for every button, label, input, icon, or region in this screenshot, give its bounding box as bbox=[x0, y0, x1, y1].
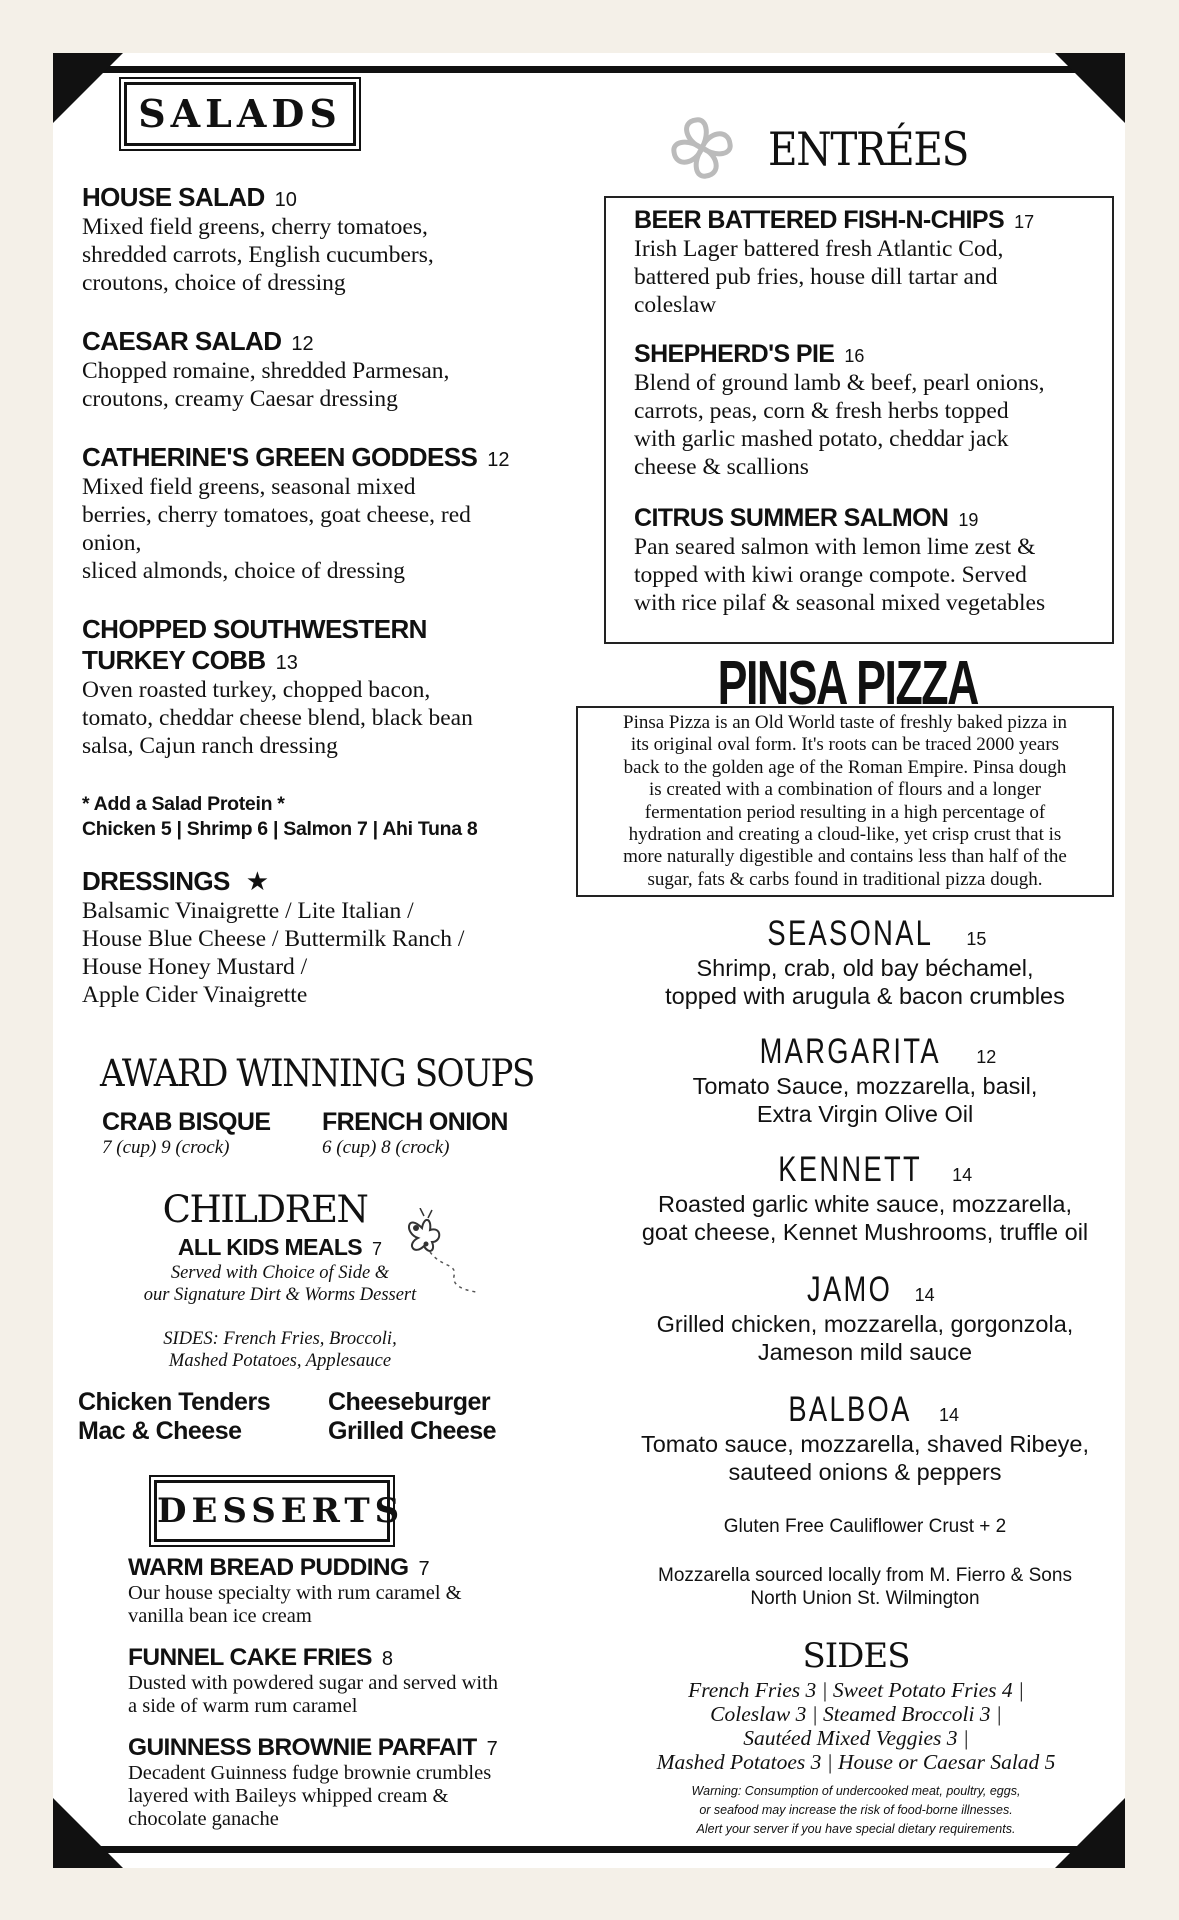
desc-line: tomato, cheddar cheese blend, black bean bbox=[82, 705, 473, 731]
star-icon: ★ bbox=[245, 867, 270, 896]
dressing-line: House Blue Cheese / Buttermilk Ranch / bbox=[82, 926, 465, 952]
desc-line: berries, cherry tomatoes, goat cheese, red bbox=[82, 502, 471, 528]
dish-price: 7 bbox=[418, 1558, 430, 1580]
salad-house bbox=[82, 182, 602, 297]
desc-line: Dusted with powdered sugar and served with bbox=[128, 1672, 499, 1694]
kids-option: Grilled Cheese bbox=[328, 1417, 497, 1445]
desc-line: goat cheese, Kennet Mushrooms, truffle oil bbox=[641, 1219, 1089, 1245]
pizza-name: SEASONAL bbox=[767, 914, 933, 953]
desc-line: croutons, choice of dressing bbox=[82, 270, 346, 296]
dish-name: WARM BREAD PUDDING bbox=[128, 1554, 409, 1581]
dish-name: CATHERINE'S GREEN GODDESS bbox=[82, 442, 478, 472]
dressings-title: DRESSINGS bbox=[82, 866, 230, 896]
dessert-brownie-parfait bbox=[128, 1734, 598, 1831]
corner-top-right bbox=[1055, 53, 1125, 123]
dish-desc bbox=[634, 533, 1104, 617]
desc-line: with rice pilaf & seasonal mixed vegetables bbox=[634, 590, 1046, 616]
entree-shepherds-pie bbox=[634, 340, 1104, 481]
desc-line: Tomato sauce, mozzarella, shaved Ribeye, bbox=[640, 1431, 1090, 1457]
pizza-name: MARGARITA bbox=[759, 1032, 941, 1071]
pizza-desc bbox=[600, 1310, 1130, 1366]
dish-name: CAESAR SALAD bbox=[82, 326, 282, 356]
pizza-price: 14 bbox=[952, 1165, 973, 1185]
dish-price: 13 bbox=[275, 652, 298, 674]
desc-line: battered pub fries, house dill tartar and bbox=[634, 264, 998, 290]
kids-options-left bbox=[78, 1388, 270, 1446]
desc-line: a side of warm rum caramel bbox=[128, 1695, 358, 1717]
dish-name: SHEPHERD'S PIE bbox=[634, 340, 835, 368]
protein-list: Chicken 5 | Shrimp 6 | Salmon 7 | Ahi Tuna 8 bbox=[82, 818, 478, 840]
soup-price: 6 (cup) 8 (crock) bbox=[322, 1137, 450, 1158]
sides-line: Coleslaw 3 | Steamed Broccoli 3 | bbox=[710, 1702, 1002, 1726]
dish-price: 16 bbox=[844, 346, 865, 366]
desc-line: Irish Lager battered fresh Atlantic Cod, bbox=[634, 236, 1004, 262]
dish-desc bbox=[82, 357, 602, 413]
dish-desc bbox=[82, 676, 602, 760]
desc-line: Tomato Sauce, mozzarella, basil, bbox=[692, 1073, 1038, 1099]
served-line: our Signature Dirt & Worms Dessert bbox=[143, 1285, 417, 1305]
desc-line: onion, bbox=[82, 530, 142, 556]
desc-line: cheese & scallions bbox=[634, 454, 809, 480]
pizza-name: BALBOA bbox=[788, 1390, 912, 1429]
dish-name: CITRUS SUMMER SALMON bbox=[634, 504, 949, 532]
intro-line: Pinsa Pizza is an Old World taste of freshly baked pizza in bbox=[623, 712, 1067, 733]
top-border bbox=[53, 66, 1125, 73]
dressings-list bbox=[82, 897, 602, 1009]
desc-line: Shrimp, crab, old bay béchamel, bbox=[696, 955, 1034, 981]
pizza-balboa bbox=[600, 1390, 1130, 1486]
pizza-price: 14 bbox=[914, 1285, 935, 1305]
pinsa-intro bbox=[576, 706, 1114, 897]
pizza-name: JAMO bbox=[807, 1270, 893, 1309]
intro-line: more naturally digestible and contains less than half of the bbox=[623, 846, 1067, 868]
celtic-knot-icon bbox=[666, 112, 738, 184]
dish-price: 7 bbox=[486, 1738, 498, 1760]
desc-line: salsa, Cajun ranch dressing bbox=[82, 733, 338, 759]
desc-line: coleslaw bbox=[634, 292, 717, 318]
desc-line: topped with arugula & bacon crumbles bbox=[665, 983, 1065, 1009]
sides-line: SIDES: French Fries, Broccoli, bbox=[163, 1329, 397, 1349]
entree-fish-n-chips bbox=[634, 206, 1104, 319]
intro-line: sugar, fats & carbs found in traditional pizza dough. bbox=[647, 868, 1043, 890]
desc-line: Oven roasted turkey, chopped bacon, bbox=[82, 677, 431, 703]
dish-price: 19 bbox=[958, 510, 979, 530]
entree-citrus-salmon bbox=[634, 504, 1104, 617]
pizza-desc bbox=[600, 1430, 1130, 1486]
salad-turkey-cobb bbox=[82, 614, 602, 760]
corner-bottom-left bbox=[53, 1798, 123, 1868]
desc-line: sauteed onions & peppers bbox=[728, 1459, 1002, 1485]
dish-desc bbox=[82, 213, 602, 297]
dish-desc bbox=[634, 235, 1104, 319]
dish-name: GUINNESS BROWNIE PARFAIT bbox=[128, 1734, 477, 1761]
dish-price: 8 bbox=[381, 1648, 394, 1670]
dish-price: 12 bbox=[291, 333, 314, 355]
pizza-margarita bbox=[600, 1032, 1130, 1128]
soups-title: AWARD WINNING SOUPS bbox=[100, 1052, 534, 1095]
sides-line: Mashed Potatoes, Applesauce bbox=[168, 1351, 392, 1371]
dish-name-line1: CHOPPED SOUTHWESTERN bbox=[82, 614, 427, 644]
salad-protein bbox=[82, 792, 477, 842]
pizza-price: 15 bbox=[966, 929, 987, 949]
pizza-seasonal bbox=[600, 914, 1130, 1010]
dessert-funnel-cake bbox=[128, 1644, 598, 1718]
sides-title: SIDES bbox=[802, 1636, 910, 1676]
desc-line: chocolate ganache bbox=[128, 1808, 279, 1830]
mozzarella-note bbox=[600, 1564, 1130, 1610]
desc-line: sliced almonds, choice of dressing bbox=[82, 558, 406, 584]
salad-caesar bbox=[82, 326, 602, 413]
dish-desc bbox=[82, 473, 602, 585]
sides-line: Mashed Potatoes 3 | House or Caesar Salad 5 bbox=[656, 1750, 1056, 1774]
dressings-section bbox=[82, 866, 602, 1009]
desc-line: Grilled chicken, mozzarella, gorgonzola, bbox=[656, 1311, 1074, 1337]
dish-name: BEER BATTERED FISH-N-CHIPS bbox=[634, 206, 1005, 234]
sides-line: Sautéed Mixed Veggies 3 | bbox=[743, 1726, 969, 1750]
warning-line: Alert your server if you have special dietary requirements. bbox=[696, 1822, 1016, 1836]
desc-line: carrots, peas, corn & fresh herbs topped bbox=[634, 398, 1009, 424]
served-line: Served with Choice of Side & bbox=[170, 1263, 390, 1283]
pizza-name: KENNETT bbox=[778, 1150, 922, 1189]
pizza-price: 12 bbox=[976, 1047, 997, 1067]
intro-line: hydration and creating a cloud-like, yet crisp crust that is bbox=[628, 824, 1062, 846]
desc-line: Decadent Guinness fudge brownie crumbles bbox=[128, 1762, 492, 1784]
warning-line: Warning: Consumption of undercooked meat, poultry, eggs, bbox=[691, 1784, 1021, 1798]
soup-price: 7 (cup) 9 (crock) bbox=[102, 1137, 230, 1158]
pizza-price: 14 bbox=[939, 1405, 960, 1425]
soup-french-onion bbox=[322, 1108, 508, 1159]
dish-desc bbox=[128, 1672, 598, 1718]
pizza-jamo bbox=[600, 1270, 1130, 1366]
kids-served bbox=[110, 1262, 450, 1306]
desc-line: Pan seared salmon with lemon lime zest & bbox=[634, 534, 1036, 560]
dish-desc bbox=[128, 1762, 598, 1831]
desc-line: Mixed field greens, cherry tomatoes, bbox=[82, 214, 428, 240]
kids-option: Cheeseburger bbox=[328, 1388, 491, 1416]
sides-line: French Fries 3 | Sweet Potato Fries 4 | bbox=[688, 1678, 1024, 1702]
food-warning bbox=[600, 1782, 1112, 1839]
desc-line: Blend of ground lamb & beef, pearl onions, bbox=[634, 370, 1045, 396]
dish-desc bbox=[128, 1582, 598, 1628]
dressing-line: Apple Cider Vinaigrette bbox=[82, 982, 308, 1008]
pizza-desc bbox=[600, 954, 1130, 1010]
dessert-bread-pudding bbox=[128, 1554, 598, 1628]
mozzarella-line: North Union St. Wilmington bbox=[750, 1588, 980, 1609]
dish-price: 10 bbox=[274, 189, 297, 211]
desc-line: croutons, creamy Caesar dressing bbox=[82, 386, 398, 412]
dressing-line: Balsamic Vinaigrette / Lite Italian / bbox=[82, 898, 414, 924]
entrees-title: ENTRÉES bbox=[768, 122, 969, 176]
desc-line: with garlic mashed potato, cheddar jack bbox=[634, 426, 1009, 452]
kids-meals-price: 7 bbox=[372, 1239, 383, 1259]
pizza-desc bbox=[600, 1190, 1130, 1246]
dish-price: 17 bbox=[1014, 212, 1035, 232]
intro-line: its original oval form. It's roots can be traced 2000 years bbox=[630, 734, 1060, 756]
intro-line: is created with a combination of flours and a longer bbox=[648, 779, 1041, 801]
kids-option: Mac & Cheese bbox=[78, 1417, 242, 1445]
dish-name: TURKEY COBB bbox=[82, 645, 266, 675]
desc-line: topped with kiwi orange compote. Served bbox=[634, 562, 1027, 588]
desc-line: shredded carrots, English cucumbers, bbox=[82, 242, 434, 268]
desc-line: vanilla bean ice cream bbox=[128, 1605, 312, 1627]
desc-line: Roasted garlic white sauce, mozzarella, bbox=[657, 1191, 1073, 1217]
dish-name: HOUSE SALAD bbox=[82, 182, 265, 212]
protein-title: * Add a Salad Protein * bbox=[82, 793, 285, 815]
pizza-desc bbox=[600, 1072, 1130, 1128]
desc-line: layered with Baileys whipped cream & bbox=[128, 1785, 449, 1807]
desc-line: Mixed field greens, seasonal mixed bbox=[82, 474, 416, 500]
dish-name: FUNNEL CAKE FRIES bbox=[128, 1644, 372, 1671]
mozzarella-line: Mozzarella sourced locally from M. Fierro & Sons bbox=[658, 1565, 1072, 1586]
pizza-kennett bbox=[600, 1150, 1130, 1246]
pinsa-title: PINSA PIZZA bbox=[717, 649, 979, 718]
kids-option: Chicken Tenders bbox=[78, 1388, 271, 1416]
intro-line: back to the golden age of the Roman Empire. Pinsa dough bbox=[623, 756, 1067, 778]
dish-desc bbox=[634, 369, 1104, 481]
dressing-line: House Honey Mustard / bbox=[82, 954, 308, 980]
corner-top-left bbox=[53, 53, 123, 123]
salad-green-goddess bbox=[82, 442, 602, 585]
bottom-border bbox=[53, 1846, 1125, 1853]
kids-options-right bbox=[328, 1388, 496, 1446]
salads-title: SALADS bbox=[124, 82, 356, 146]
dish-price: 12 bbox=[487, 449, 510, 471]
soup-name: FRENCH ONION bbox=[322, 1108, 508, 1136]
soup-crab-bisque bbox=[102, 1108, 270, 1159]
desc-line: Chopped romaine, shredded Parmesan, bbox=[82, 358, 450, 384]
desc-line: Extra Virgin Olive Oil bbox=[756, 1101, 974, 1127]
soup-name: CRAB BISQUE bbox=[102, 1108, 271, 1136]
gluten-free-note: Gluten Free Cauliflower Crust + 2 bbox=[723, 1516, 1007, 1537]
desserts-title: DESSERTS bbox=[154, 1480, 390, 1542]
warning-line: or seafood may increase the risk of food-borne illnesses. bbox=[699, 1803, 1013, 1817]
kids-meals-name: ALL KIDS MEALS bbox=[177, 1234, 363, 1260]
kids-sides bbox=[110, 1328, 450, 1372]
sides-list bbox=[600, 1678, 1112, 1774]
kids-meals-heading bbox=[130, 1234, 430, 1261]
intro-line: fermentation period resulting in a high percentage of bbox=[644, 801, 1046, 823]
children-title: CHILDREN bbox=[162, 1188, 368, 1231]
desc-line: Our house specialty with rum caramel & bbox=[128, 1582, 462, 1604]
desc-line: Jameson mild sauce bbox=[757, 1339, 973, 1365]
